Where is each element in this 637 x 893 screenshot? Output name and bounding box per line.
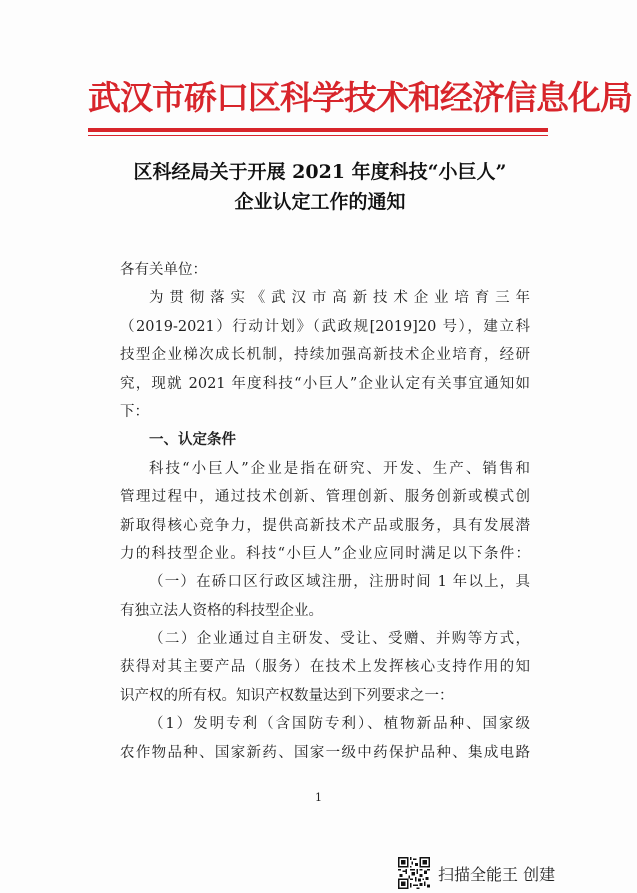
body-line: （一）在硚口区行政区域注册，注册时间 1 年以上，具 (149, 574, 530, 591)
body-line: 为贯彻落实《武汉市高新技术企业培育三年 (149, 290, 530, 307)
qr-code-icon (398, 857, 430, 889)
body-line: 管理过程中，通过技术创新、管理创新、服务创新或模式创 (120, 489, 530, 506)
body-line: 新取得核心竞争力，提供高新技术产品或服务，具有发展潜 (120, 517, 530, 534)
body-line: 农作物品种、国家新药、国家一级中药保护品种、集成电路 (120, 744, 530, 761)
body-line: 科技“小巨人”企业是指在研究、开发、生产、销售和 (149, 460, 530, 477)
body-line: （2019-2021）行动计划》（武政规[2019]20 号），建立科 (120, 318, 530, 335)
body-line: 获得对其主要产品（服务）在技术上发挥核心支持作用的知 (120, 659, 530, 676)
document-title-line-1: 区科经局关于开展 2021 年度科技“小巨人” (133, 161, 507, 183)
document-body (120, 256, 530, 767)
body-line: 究，现就 2021 年度科技“小巨人”企业认定有关事宜通知如 (120, 375, 530, 392)
letterhead-org-name: 武汉市硚口区科学技术和经济信息化局 (88, 78, 632, 117)
body-line: 识产权的所有权。知识产权数量达到下列要求之一： (120, 687, 454, 704)
body-line: 力的科技型企业。科技“小巨人”企业应同时满足以下条件： (120, 545, 530, 562)
body-line: （1）发明专利（含国防专利）、植物新品种、国家级 (149, 716, 530, 733)
body-line: （二）企业通过自主研发、受让、受赠、并购等方式， (149, 631, 530, 648)
salutation: 各有关单位： (120, 262, 207, 278)
letterhead-rule-thin (88, 135, 548, 136)
body-line: 下： (120, 403, 149, 420)
section-heading-conditions: 一、认定条件 (149, 432, 236, 449)
letterhead-rule-thick (88, 128, 548, 132)
scanner-watermark (398, 856, 555, 890)
body-line: 有独立法人资格的科技型企业。 (120, 602, 323, 619)
document-title-line-2: 企业认定工作的通知 (234, 191, 406, 213)
body-line: 技型企业梯次成长机制，持续加强高新技术企业培育，经研 (120, 347, 530, 364)
page-number: 1 (315, 791, 322, 804)
watermark-text: 扫描全能王 创建 (438, 864, 556, 884)
